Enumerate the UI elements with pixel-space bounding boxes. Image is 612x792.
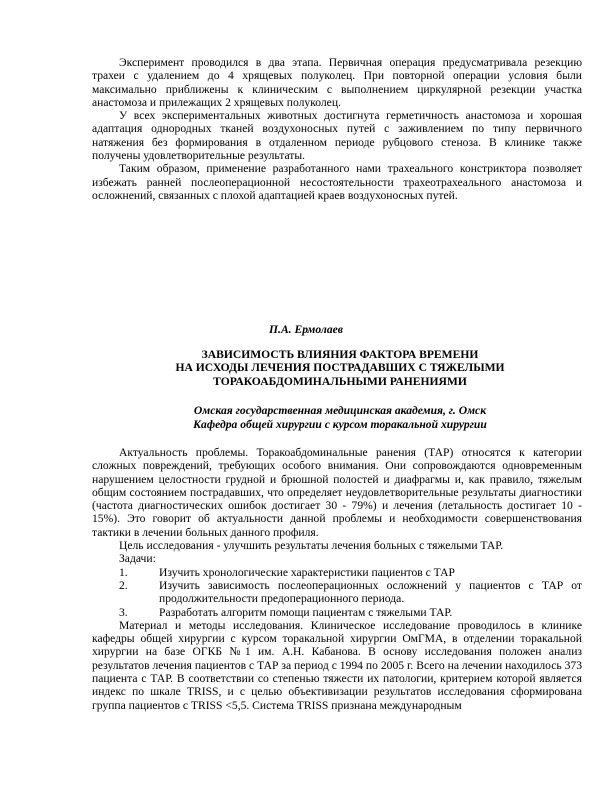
- task-text: Изучить зависимость послеоперационных осложнений у пациентов с ТАР от продолжительности предоперационного периода.: [159, 578, 582, 606]
- paragraph-methods: Материал и методы исследования. Клиническое исследование проводилось в клинике кафедры общей хирургии с курсом торакальной хирургии ОмГМА, в отделении торакальной хирургии на базе ОГКБ №1 им. А.Н. Кабанова. В основу исследования положен анализ результатов лечения пациентов с ТАР за период с 1994 по 2005 г. Всего на лечении находилось 373 пациента с ТАР. В соответствии со степенью тяжести их патологии, критерием которой является индекс по шкале TRISS, и с целью объективизации результатов исследования сформирована группа пациентов с TRISS <5,5. Система TRISS признана международным: [92, 618, 582, 712]
- task-item: [92, 579, 582, 606]
- affiliation-line: Омская государственная медицинская академия, г. Омск: [193, 404, 487, 417]
- task-number: 2.: [119, 578, 128, 592]
- paragraph-relevance: Актуальность проблемы. Торакоабдоминальные ранения (ТАР) относятся к категории сложных повреждений, требующих особого внимания. Они сопровождаются одновременным нарушением целостности грудной и брюшной полостей и диафрагмы и, как правило, тяжелым общим состоянием пострадавших, что определяет неудовлетворительные результаты диагностики (частота диагностических ошибок достигает 30 - 79%) и лечения (летальность достигает 10 - 15%). Это говорит об актуальности данной проблемы и необходимости совершенствования тактики в лечении больных данного профиля.: [92, 446, 582, 539]
- affiliation-line: Кафедра общей хирургии с курсом торакальной хирургии: [193, 417, 487, 431]
- paragraph-experiment: Эксперимент проводился в два этапа. Первичная операция предусматривала резекцию трахеи с удалением до 4 хрящевых полуколец. При повторной операции условия были максимально приближены к клиническим с выполнением циркулярной резекции участка анастомоза и прилежащих 2 хрящевых полуколец.: [92, 56, 582, 109]
- paragraph-goal: Цель исследования - улучшить результаты лечения больных с тяжелыми ТАР.: [119, 539, 504, 553]
- task-text: Разработать алгоритм помощи пациентам с тяжелыми ТАР.: [159, 605, 453, 619]
- article-title: [150, 348, 530, 388]
- task-item: [92, 566, 582, 579]
- task-number: 1.: [119, 565, 128, 579]
- paragraph-conclusion: Таким образом, применение разработанного нами трахеального констриктора позволяет избежать ранней послеоперационной несостоятельности трахеотрахеального анастомоза и осложнений, связанных с плохой адаптацией краев воздухоносных путей.: [92, 162, 582, 202]
- task-number: 3.: [119, 605, 128, 619]
- task-item: [92, 606, 582, 619]
- main-section: [92, 446, 582, 712]
- author-name: П.А. Ермолаев: [269, 323, 343, 336]
- tasks-label: Задачи:: [119, 552, 156, 566]
- title-line: НА ИСХОДЫ ЛЕЧЕНИЯ ПОСТРАДАВШИХ С ТЯЖЕЛЫМИ: [175, 361, 505, 375]
- affiliation: [150, 404, 530, 431]
- task-text: Изучить хронологические характеристики пациентов с ТАР: [159, 565, 456, 579]
- title-line: ЗАВИСИМОСТЬ ВЛИЯНИЯ ФАКТОРА ВРЕМЕНИ: [201, 348, 479, 361]
- title-line: ТОРАКОАБДОМИНАЛЬНЫМИ РАНЕНИЯМИ: [213, 374, 467, 388]
- intro-section: [92, 56, 582, 202]
- paragraph-results: У всех экспериментальных животных достигнута герметичность анастомоза и хорошая адаптация однородных тканей воздухоносных путей с заживлением по типу первичного натяжения без формирования в отдаленном периоде рубцового стеноза. В клинике также получены удовлетворительные результаты.: [92, 109, 582, 163]
